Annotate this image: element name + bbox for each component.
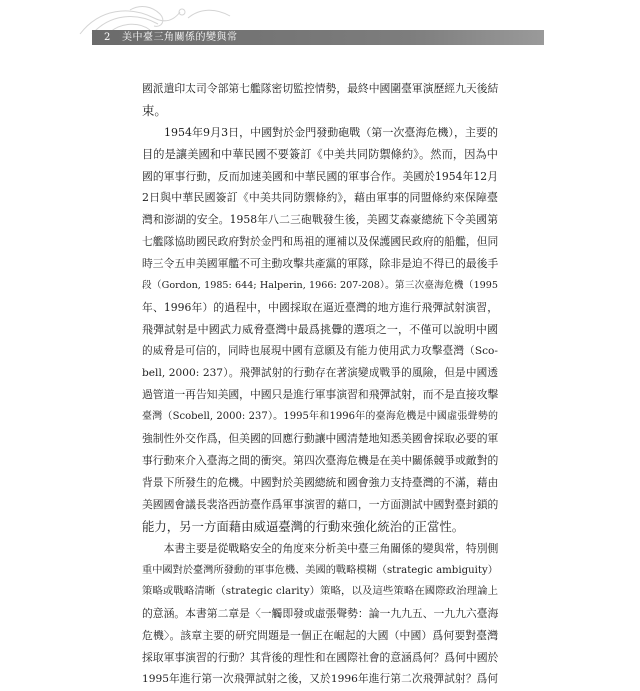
text-line: 七艦隊協助國民政府對於金門和馬祖的運補以及保護國民政府的船艦，但同 bbox=[142, 235, 499, 249]
text-line: 時三令五申美國軍艦不可主動攻擊共產黨的軍隊，除非是迫不得已的最後手 bbox=[142, 257, 499, 271]
text-line: 美國國會議長裴洛西訪臺作爲軍事演習的藉口，一方面測試中國對臺封鎖的 bbox=[142, 497, 499, 511]
text-line: 的威脅是可信的，同時也展現中國有意願及有能力使用武力攻擊臺灣（Sco- bbox=[142, 344, 498, 357]
text-line: 的意涵。本書第二章是〈一觸即發或虛張聲勢：論一九九五、一九九六臺海 bbox=[142, 607, 499, 621]
text-line: 背景下所發生的危機。中國對於美國總統和國會強力支持臺灣的不滿，藉由 bbox=[142, 476, 499, 490]
text-line: 1954年9月3日，中國對於金門發動砲戰（第一次臺海危機），主要的 bbox=[142, 125, 498, 139]
text-line: 1995年進行第一次飛彈試射之後，又於1996年進行第二次飛彈試射？爲何 bbox=[142, 673, 498, 686]
text-line: 國派遣印太司令部第七艦隊密切監控情勢，最終中國圍臺軍演歷經九天後結 bbox=[142, 82, 499, 95]
text-line: 策略或戰略清晰（strategic clarity）策略，以及這些策略在國際政治理論上 bbox=[142, 585, 498, 598]
text-line: 目的是讓美國和中華民國不要簽訂《中美共同防禦條約》。然而，因為中 bbox=[142, 147, 498, 161]
text-line: 強制性外交作爲，但美國的回應行動讓中國清楚地知悉美國會採取必要的軍 bbox=[142, 432, 499, 446]
body-text bbox=[142, 78, 498, 691]
text-line: 過管道一再告知美國，中國只是進行軍事演習和飛彈試射，而不是直接攻擊 bbox=[142, 388, 499, 402]
text-line: bell, 2000: 237）。飛彈試射的行動存在著演變成戰爭的風險，但是中國透 bbox=[142, 366, 498, 379]
text-line: 危機〉。該章主要的研究問題是一個正在崛起的大國（中國）爲何要對臺灣 bbox=[142, 629, 498, 643]
text-line: 年、1996年）的過程中，中國採取在逼近臺灣的地方進行飛彈試射演習， bbox=[142, 300, 498, 314]
text-line: 束。 bbox=[142, 102, 167, 118]
page-header-bar bbox=[92, 30, 544, 45]
text-line: 採取軍事演習的行動？其背後的理性和在國際社會的意涵爲何？爲何中國於 bbox=[142, 651, 499, 665]
text-line: 臺灣（Scobell, 2000: 237）。1995年和1996年的臺海危機是中國虛張聲勢的 bbox=[142, 411, 498, 423]
text-line: 重中國對於臺灣所發動的軍事危機、美國的戰略模糊（strategic ambiguity） bbox=[142, 564, 498, 576]
text-line: 段（Gordon, 1985: 644; Halperin, 1966: 207-208）。第三次臺海危機（1995 bbox=[142, 280, 498, 292]
page-number: 2 bbox=[104, 32, 111, 43]
text-line: 飛彈試射是中國武力威脅臺灣中最爲挑釁的選項之一，不僅可以說明中國 bbox=[142, 322, 498, 336]
text-line: 本書主要是從戰略安全的角度來分析美中臺三角關係的變與常，特別側 bbox=[142, 541, 499, 555]
running-title: 美中臺三角關係的變與常 bbox=[122, 32, 238, 43]
text-line: 國的軍事行動，反而加速美國和中華民國的軍事合作。美國於1954年12月 bbox=[142, 169, 498, 183]
text-line: 2日與中華民國簽訂《中美共同防禦條約》，藉由軍事的同盟條約來保障臺 bbox=[142, 191, 498, 205]
text-line: 灣和澎湖的安全。1958年八二三砲戰發生後，美國艾森豪總統下令美國第 bbox=[142, 213, 498, 227]
text-line: 事行動來介入臺海之間的衝突。第四次臺海危機是在美中關係競爭或敵對的 bbox=[142, 454, 499, 468]
text-line: 能力，另一方面藉由威逼臺灣的行動來強化統治的正當性。 bbox=[142, 518, 465, 534]
